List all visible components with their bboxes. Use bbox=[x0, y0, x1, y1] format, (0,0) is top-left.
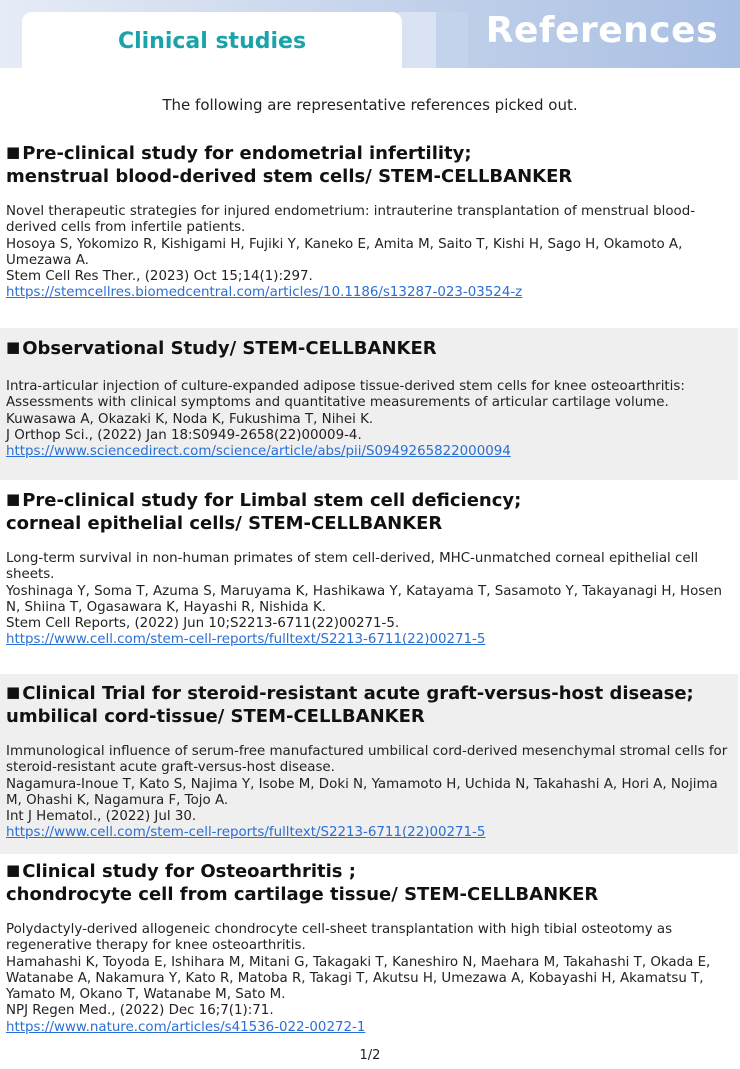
reference-body bbox=[6, 204, 732, 302]
section-heading-line1: Observational Study/ STEM-CELLBANKER bbox=[22, 338, 437, 359]
section-heading-line1: Pre-clinical study for Limbal stem cell deficiency; bbox=[22, 490, 522, 511]
header-decoration bbox=[436, 12, 468, 68]
square-bullet-icon: ■ bbox=[6, 861, 21, 879]
reference-body bbox=[6, 922, 732, 1036]
paper-title: Long-term survival in non-human primates of stem cell-derived, MHC-unmatched corneal epithelial cell sheets. bbox=[6, 551, 699, 583]
section-tab bbox=[22, 12, 402, 68]
section-heading bbox=[6, 681, 732, 728]
section-heading-line2: umbilical cord-tissue/ STEM-CELLBANKER bbox=[6, 706, 425, 727]
reference-body bbox=[6, 744, 732, 842]
reference-section bbox=[0, 674, 738, 854]
section-heading-line1: Clinical Trial for steroid-resistant acute graft-versus-host disease; bbox=[22, 683, 694, 704]
paper-citation: Int J Hematol., (2022) Jul 30. bbox=[6, 809, 197, 825]
reference-body bbox=[6, 379, 732, 460]
square-bullet-icon: ■ bbox=[6, 143, 21, 161]
paper-citation: Stem Cell Reports, (2022) Jun 10;S2213-6711(22)00271-5. bbox=[6, 616, 400, 632]
square-bullet-icon: ■ bbox=[6, 338, 21, 356]
paper-citation: Stem Cell Res Ther., (2023) Oct 15;14(1):297. bbox=[6, 269, 313, 285]
paper-link[interactable]: https://stemcellres.biomedcentral.com/articles/10.1186/s13287-023-03524-z bbox=[6, 285, 523, 301]
section-heading bbox=[6, 859, 732, 906]
paper-authors: Hosoya S, Yokomizo R, Kishigami H, Fujiki Y, Kaneko E, Amita M, Saito T, Kishi H, Sago H, Okamoto A, Umezawa A. bbox=[6, 236, 683, 268]
paper-citation: NPJ Regen Med., (2022) Dec 16;7(1):71. bbox=[6, 1003, 274, 1019]
paper-authors: Hamahashi K, Toyoda E, Ishihara M, Mitani G, Takagaki T, Kaneshiro N, Maehara M, Takahashi T, Okada E, Watanabe A, Nakamura Y, Kato R, Matoba R, Takagi T, Akutsu H, Umezawa A, Kobayashi H, Akamatsu T, Yamato M, Okano T, Watanabe M, Sato M. bbox=[6, 954, 711, 1003]
page-header bbox=[0, 0, 740, 68]
paper-citation: J Orthop Sci., (2022) Jan 18:S0949-2658(22)00009-4. bbox=[6, 427, 362, 443]
header-decoration bbox=[398, 12, 436, 68]
section-heading-line1: Pre-clinical study for endometrial infertility; bbox=[22, 143, 472, 164]
section-heading-line2: chondrocyte cell from cartilage tissue/ STEM-CELLBANKER bbox=[6, 884, 599, 905]
paper-authors: Kuwasawa A, Okazaki K, Noda K, Fukushima T, Nihei K. bbox=[6, 411, 374, 427]
square-bullet-icon: ■ bbox=[6, 490, 21, 508]
section-heading-line2: menstrual blood-derived stem cells/ STEM-CELLBANKER bbox=[6, 166, 573, 187]
square-bullet-icon: ■ bbox=[6, 683, 21, 701]
section-tab-label: Clinical studies bbox=[117, 29, 307, 54]
paper-link[interactable]: https://www.cell.com/stem-cell-reports/fulltext/S2213-6711(22)00271-5 bbox=[6, 825, 486, 841]
page-title: References bbox=[485, 10, 718, 51]
reference-section bbox=[0, 328, 738, 480]
paper-authors: Nagamura-Inoue T, Kato S, Najima Y, Isobe M, Doki N, Yamamoto H, Uchida N, Takahashi A, Hori A, Nojima M, Ohashi K, Nagamura F, Tojo A. bbox=[6, 776, 718, 808]
section-heading bbox=[6, 488, 732, 535]
paper-title: Immunological influence of serum-free manufactured umbilical cord-derived mesenchymal stromal cells for steroid-resistant acute graft-versus-host disease. bbox=[6, 744, 728, 776]
paper-link[interactable]: https://www.cell.com/stem-cell-reports/fulltext/S2213-6711(22)00271-5 bbox=[6, 632, 486, 648]
section-heading-line1: Clinical study for Osteoarthritis ; bbox=[22, 861, 356, 882]
section-heading-line2: corneal epithelial cells/ STEM-CELLBANKER bbox=[6, 513, 443, 534]
reference-body bbox=[6, 551, 732, 649]
paper-title: Intra-articular injection of culture-expanded adipose tissue-derived stem cells for knee osteoarthritis: Assessments with clinical symptoms and quantitative measurements of articular cartilage volume. bbox=[6, 379, 685, 411]
intro-text: The following are representative references picked out. bbox=[162, 96, 578, 114]
section-heading bbox=[6, 141, 732, 188]
paper-title: Polydactyly-derived allogeneic chondrocyte cell-sheet transplantation with high tibial osteotomy as regenerative therapy for knee osteoarthritis. bbox=[6, 922, 673, 954]
section-heading bbox=[6, 336, 732, 360]
reference-section bbox=[0, 141, 738, 302]
page-number: 1/2 bbox=[359, 1048, 381, 1063]
paper-authors: Yoshinaga Y, Soma T, Azuma S, Maruyama K, Hashikawa Y, Katayama T, Sasamoto Y, Takayanagi H, Hosen N, Shiina T, Ogasawara K, Hayashi R, Nishida K. bbox=[6, 583, 722, 615]
reference-section bbox=[0, 488, 738, 649]
reference-section bbox=[0, 859, 738, 1036]
paper-link[interactable]: https://www.sciencedirect.com/science/article/abs/pii/S0949265822000094 bbox=[6, 444, 511, 460]
paper-link[interactable]: https://www.nature.com/articles/s41536-022-00272-1 bbox=[6, 1019, 366, 1035]
paper-title: Novel therapeutic strategies for injured endometrium: intrauterine transplantation of menstrual blood-derived cells from infertile patients. bbox=[6, 204, 696, 236]
